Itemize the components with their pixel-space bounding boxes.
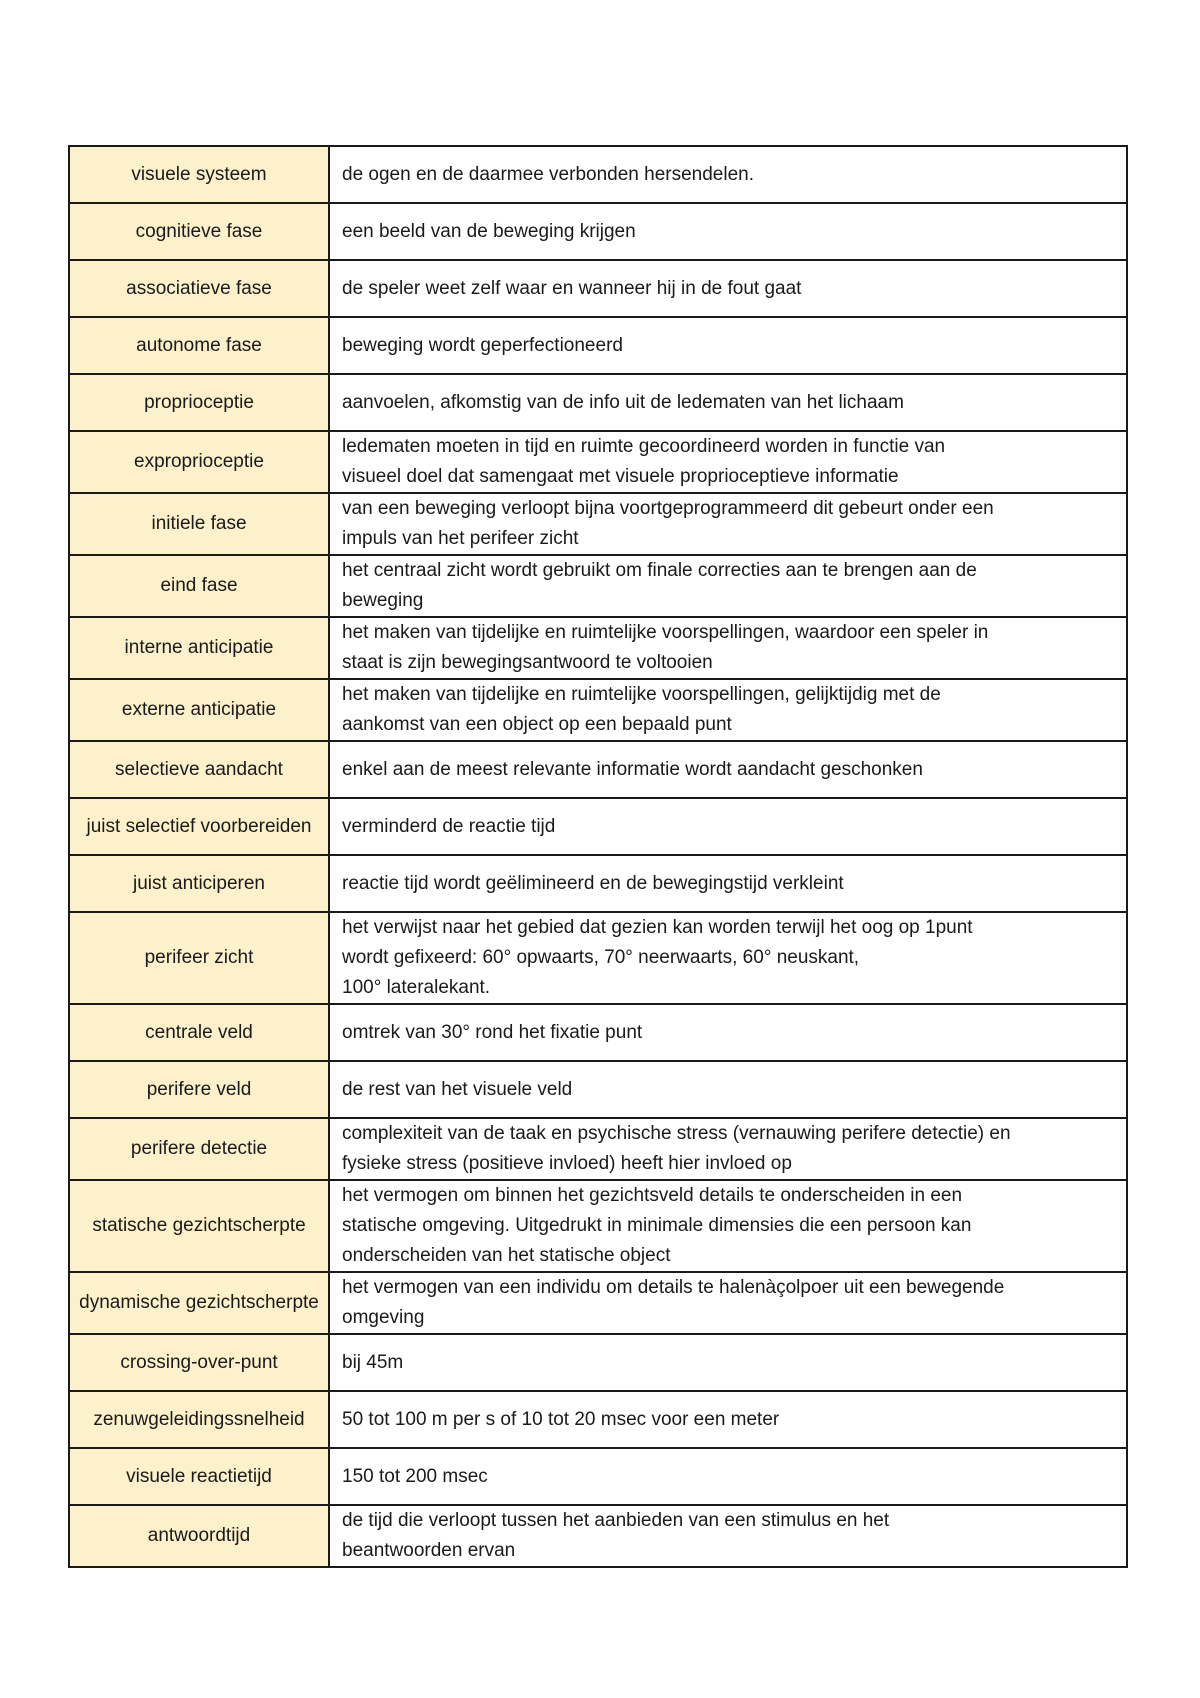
table-row [69,1118,1127,1180]
table-row [69,617,1127,679]
definition-cell [329,431,1127,493]
glossary-table-body [69,146,1127,1567]
definition-line: enkel aan de meest relevante informatie wordt aandacht geschonken [342,758,923,780]
definition-line: visueel doel dat samengaat met visuele proprioceptieve informatie [342,466,899,487]
definition-cell [329,912,1127,1004]
term-cell: cognitieve fase [69,203,329,260]
table-row [69,1505,1127,1567]
definition-cell [329,798,1127,855]
term-cell: dynamische gezichtscherpte [69,1272,329,1334]
term-cell: antwoordtijd [69,1505,329,1567]
term-cell: juist selectief voorbereiden [69,798,329,855]
table-row [69,1448,1127,1505]
term-cell: visuele systeem [69,146,329,203]
term-cell: initiele fase [69,493,329,555]
definition-line: de ogen en de daarmee verbonden hersendelen. [342,163,754,185]
definition-cell [329,1004,1127,1061]
definition-line: de speler weet zelf waar en wanneer hij in de fout gaat [342,277,802,299]
term-cell: selectieve aandacht [69,741,329,798]
table-row [69,1334,1127,1391]
definition-line: statische omgeving. Uitgedrukt in minimale dimensies die een persoon kan [342,1215,972,1236]
definition-line: 150 tot 200 msec [342,1465,488,1487]
definition-line: verminderd de reactie tijd [342,815,556,837]
definition-cell [329,1180,1127,1272]
table-row [69,1004,1127,1061]
definition-line: het verwijst naar het gebied dat gezien kan worden terwijl het oog op 1punt [342,917,973,938]
table-row [69,741,1127,798]
term-cell: centrale veld [69,1004,329,1061]
definition-line: bij 45m [342,1351,404,1373]
table-row [69,260,1127,317]
definition-cell [329,1391,1127,1448]
table-row [69,1061,1127,1118]
table-row [69,146,1127,203]
table-row [69,203,1127,260]
definition-cell [329,260,1127,317]
definition-cell [329,317,1127,374]
definition-line: het vermogen van een individu om details te halenàçolpoer uit een bewegende [342,1277,1005,1298]
definition-line: beantwoorden ervan [342,1540,516,1561]
definition-line: 100° lateralekant. [342,977,491,998]
definition-cell [329,741,1127,798]
definition-line: aankomst van een object op een bepaald punt [342,714,732,735]
definition-line: complexiteit van de taak en psychische stress (vernauwing perifere detectie) en [342,1123,1011,1144]
table-row [69,374,1127,431]
term-cell: eind fase [69,555,329,617]
table-row [69,1272,1127,1334]
term-cell: perifere detectie [69,1118,329,1180]
definition-cell [329,374,1127,431]
definition-line: reactie tijd wordt geëlimineerd en de bewegingstijd verkleint [342,872,844,894]
definition-cell [329,1505,1127,1567]
table-row [69,431,1127,493]
definition-line: aanvoelen, afkomstig van de info uit de ledematen van het lichaam [342,391,904,413]
definition-line: fysieke stress (positieve invloed) heeft hier invloed op [342,1153,792,1174]
table-row [69,855,1127,912]
definition-line: beweging [342,590,424,611]
table-row [69,555,1127,617]
definition-cell [329,1334,1127,1391]
table-row [69,679,1127,741]
table-row [69,1180,1127,1272]
term-cell: statische gezichtscherpte [69,1180,329,1272]
glossary-table [68,145,1128,1568]
table-row [69,317,1127,374]
term-cell: visuele reactietijd [69,1448,329,1505]
definition-cell [329,855,1127,912]
definition-cell [329,1061,1127,1118]
term-cell: zenuwgeleidingssnelheid [69,1391,329,1448]
definition-line: de rest van het visuele veld [342,1078,573,1100]
definition-line: impuls van het perifeer zicht [342,528,579,549]
definition-cell [329,146,1127,203]
definition-line: staat is zijn bewegingsantwoord te voltooien [342,652,713,673]
table-row [69,798,1127,855]
definition-line: onderscheiden van het statische object [342,1245,671,1266]
term-cell: externe anticipatie [69,679,329,741]
term-cell: proprioceptie [69,374,329,431]
definition-cell [329,493,1127,555]
definition-cell [329,555,1127,617]
table-row [69,1391,1127,1448]
definition-line: het maken van tijdelijke en ruimtelijke voorspellingen, waardoor een speler in [342,622,989,643]
definition-line: het centraal zicht wordt gebruikt om finale correcties aan te brengen aan de [342,560,977,581]
term-cell: exproprioceptie [69,431,329,493]
term-cell: juist anticiperen [69,855,329,912]
definition-line: omgeving [342,1307,425,1328]
definition-cell [329,679,1127,741]
definition-line: 50 tot 100 m per s of 10 tot 20 msec voor een meter [342,1408,780,1430]
definition-line: beweging wordt geperfectioneerd [342,334,623,356]
term-cell: autonome fase [69,317,329,374]
definition-line: omtrek van 30° rond het fixatie punt [342,1021,643,1043]
definition-line: het vermogen om binnen het gezichtsveld details te onderscheiden in een [342,1185,963,1206]
definition-cell [329,1448,1127,1505]
table-row [69,912,1127,1004]
definition-cell [329,203,1127,260]
table-row [69,493,1127,555]
definition-cell [329,1272,1127,1334]
term-cell: interne anticipatie [69,617,329,679]
definition-line: de tijd die verloopt tussen het aanbieden van een stimulus en het [342,1510,890,1531]
definition-line: van een beweging verloopt bijna voortgeprogrammeerd dit gebeurt onder een [342,498,994,519]
term-cell: associatieve fase [69,260,329,317]
term-cell: crossing-over-punt [69,1334,329,1391]
definition-line: het maken van tijdelijke en ruimtelijke voorspellingen, gelijktijdig met de [342,684,941,705]
term-cell: perifeer zicht [69,912,329,1004]
definition-cell [329,617,1127,679]
term-cell: perifere veld [69,1061,329,1118]
definition-line: een beeld van de beweging krijgen [342,220,636,242]
definition-cell [329,1118,1127,1180]
definition-line: ledematen moeten in tijd en ruimte gecoordineerd worden in functie van [342,436,946,457]
definition-line: wordt gefixeerd: 60° opwaarts, 70° neerwaarts, 60° neuskant, [342,947,860,968]
